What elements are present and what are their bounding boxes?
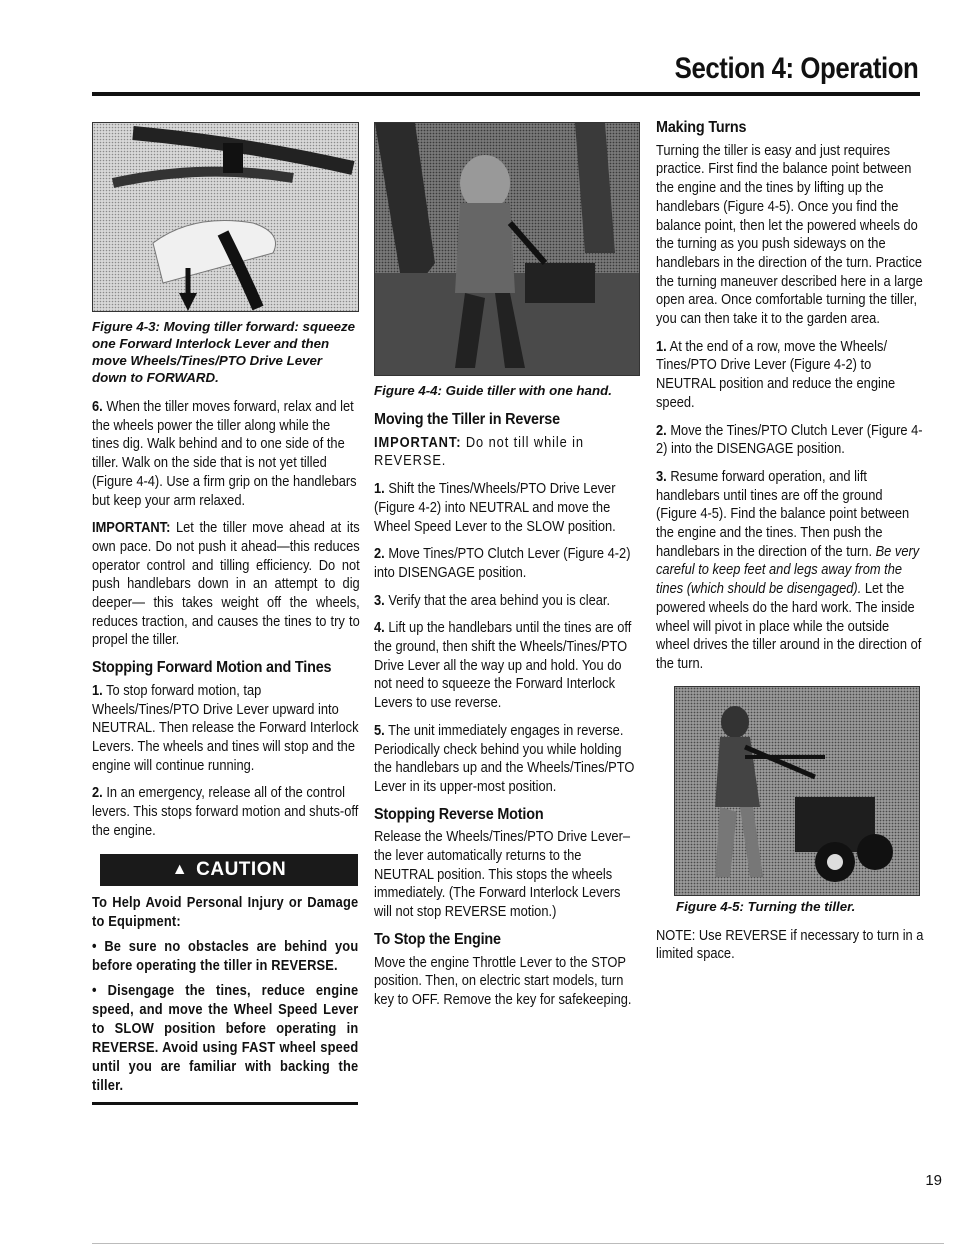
turns-heading: Making Turns [656,119,747,136]
reverse-step-2 [374,545,642,582]
caution-label: CAUTION [196,859,287,881]
stop-reverse-heading: Stopping Reverse Motion [374,805,544,823]
step-text-cont: Let the powered wheels do the hard work. The inside wheel will pivot in place while the outside wheel drives the tiller around in the direction of the turn. [656,581,922,672]
note-text: NOTE: Use REVERSE if necessary to turn in a limited space. [656,927,924,963]
stop-forward-heading: Stopping Forward Motion and Tines [92,659,332,677]
figure-4-5-photo [674,686,920,896]
important-text: Let the tiller move ahead at its own pace. Do not push it ahead—this reduces operator control and tilling efficiency. Do not push handlebars down in an attempt to dig deeper— this takes weight off the wheels, reduces traction, and causes the tines to try to propel the tiller. [92,520,360,649]
caution-bullet-2: • Disengage the tines, reduce engine speed, and move the Wheel Speed Lever to SLOW position before operating in REVERSE. Avoid using FAST wheel speed until you are familiar with backing the tiller. [92,983,359,1094]
step-number: 1. [92,682,103,699]
step-text: Shift the Tines/Wheels/PTO Drive Lever (Figure 4-2) into NEUTRAL and move the Wheel Speed Lever to the SLOW position. [374,481,616,535]
step-text: When the tiller moves forward, relax and let the wheels power the tiller along while the tines dig. Walk behind and to one side of the tiller. Walk on the side that is not yet tilled (Figure 4-4). Use a firm grip on the handlebars but keep your arm relaxed. [92,399,357,509]
step-number: 2. [374,546,385,563]
stop-step-2 [92,784,360,840]
figure-4-5-caption: Figure 4-5: Turning the tiller. [676,898,856,914]
step-text: To stop forward motion, tap Wheels/Tines/PTO Drive Lever upward into NEUTRAL. Then release the Forward Interlock Levers. The wheels and tines will stop and the engine will continue running. [92,682,359,774]
caution-bullet-1: • Be sure no obstacles are behind you before operating the tiller in REVERSE. [92,939,359,975]
caution-rule [92,1102,358,1105]
turn-step-2 [656,422,924,459]
turning-tiller-photo-icon [675,687,919,895]
important-label: IMPORTANT: [92,520,171,537]
important-label: IMPORTANT: [374,434,462,451]
stop-reverse-text: Release the Wheels/Tines/PTO Drive Lever– the lever automatically returns to the NEUTRAL position. This stops the wheels immediately. (The Forward Interlock Levers will not stop REVERSE motion.) [374,829,631,921]
reverse-important [374,434,642,471]
turns-text: Turning the tiller is easy and just requires practice. First find the balance point between the engine and the tines by lifting up the handlebars (Figure 4-5). Once you find the balance point, then let the powered wheels do the turning as you push sideways on the handlebars in the direction of the turn. Practice the turning maneuver described here in a large open area. Once comfortable turning the tiller, you can then take it to the garden area. [656,142,923,328]
step-warning-text: Be very careful to keep feet and legs away from the tines (which should be disengaged). [656,543,920,598]
step-text: Move the Tines/PTO Clutch Lever (Figure 4-2) into the DISENGAGE position. [656,422,923,458]
tiller-operator-photo-icon [375,123,639,375]
step-text: In an emergency, release all of the control levers. This stops forward motion and shuts-off the engine. [92,785,359,839]
caution-intro: To Help Avoid Personal Injury or Damage to Equipment: [92,895,359,931]
header-rule [92,92,920,96]
step-number: 1. [374,481,385,498]
figure-4-4-photo [374,122,640,376]
step-text: Move Tines/PTO Clutch Lever (Figure 4-2) into DISENGAGE position. [374,546,631,581]
footer-line [92,1243,944,1244]
step-text: At the end of a row, move the Wheels/ Tines/PTO Drive Lever (Figure 4-2) to NEUTRAL position and reduce the engine speed. [656,338,896,411]
column-middle [374,122,642,1019]
caution-text [92,894,358,1095]
important-text: Do not till while in REVERSE. [374,434,584,470]
caution-banner [100,854,358,886]
step-text: Lift up the handlebars until the tines are off the ground, then shift the Wheels/Tines/PTO Drive Lever all the way up and hold. You do not need to squeeze the Forward Interlock Levers to use reverse. [374,620,632,712]
step-number: 2. [92,785,103,802]
step-number: 5. [374,722,385,739]
reverse-step-5 [374,722,642,797]
figure-4-4-caption: Figure 4-4: Guide tiller with one hand. [374,383,612,398]
tiller-handle-photo-icon [93,123,358,311]
step-number: 3. [374,592,385,609]
step-text: Verify that the area behind you is clear. [384,592,611,609]
reverse-step-1 [374,480,642,536]
stop-engine-heading: To Stop the Engine [374,930,501,948]
important-note [92,519,360,650]
step-number: 6. [92,399,103,415]
step-number: 2. [656,422,667,439]
page-number: 19 [925,1172,942,1189]
stop-engine-text: Move the engine Throttle Lever to the STOP position. Then, on electric start models, turn key to OFF. Remove the key for safekeeping. [374,954,632,1008]
section-title: Section 4: Operation [674,52,918,85]
warning-triangle-icon: ▲ [171,861,189,879]
step-text: Resume forward operation, and lift handlebars until tines are off the ground (Figure 4-5). Find the balance point between the engine and the tines. Then push the handlebars in the direction of the turn. [656,468,910,560]
reverse-step-4 [374,619,642,713]
figure-4-3-photo [92,122,359,312]
step-number: 3. [656,468,667,485]
column-left [92,122,360,1105]
step-number: 1. [656,338,667,355]
column-right [656,119,924,973]
stop-step-1 [92,682,360,776]
turn-step-3 [656,468,924,674]
figure-4-3-caption: Figure 4-3: Moving tiller forward: squeeze one Forward Interlock Lever and then move Wheels/Tines/PTO Drive Lever down to FORWARD. [92,319,356,385]
reverse-step-3 [374,592,642,611]
reverse-heading: Moving the Tiller in Reverse [374,411,560,428]
step-number: 4. [374,620,385,637]
step-text: The unit immediately engages in reverse. Periodically check behind you while holding the handlebars up and the Wheels/Tines/PTO Lever in its upper-most position. [374,722,635,795]
turn-step-1 [656,338,924,413]
step-6 [92,398,360,510]
